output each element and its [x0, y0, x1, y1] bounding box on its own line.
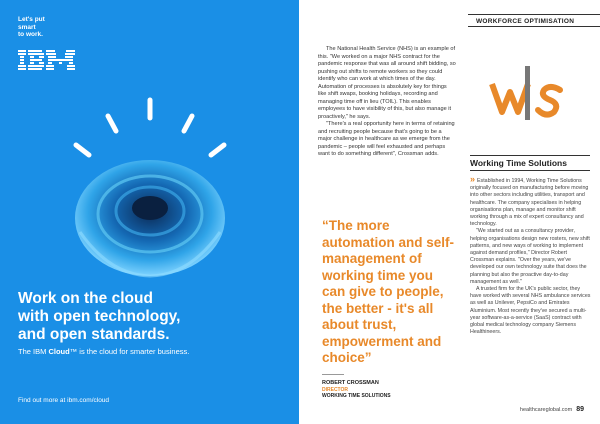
sidebar-paragraph: » Established in 1994, Working Time Solutions originally focused on manufacturing before moving into other sectors including utilities, transport and healthcare. The company specialises in helping organisations plan, manage and monitor shift working through a mix of expert consultancy and technology. — [470, 174, 589, 228]
body-paragraph: The National Health Service (NHS) is an example of this. "We worked on a major NHS contract for the pandemic response that was all around shift bidding, so pushing out shifts to remote workers so they could identify who can work at which times of the day. Automation of processes is absolutely key for things like shift swaps, booking holidays, recording and managing time off in lieu (TOIL). This enables employees to have visibility of this, but also manage it proactively," he says. — [318, 46, 456, 120]
body-paragraph: "There's a real opportunity here in terms of retaining and recruiting people because that's going to be a major challenge in healthcare as we emerge from the pandemic – people will feel exhausted and perhaps want to do something different", Crossman adds. — [318, 121, 455, 157]
chevron-right-icon: » — [470, 174, 476, 184]
quote-divider — [322, 374, 344, 375]
cloud-illustration — [0, 0, 299, 424]
ad-subline: The IBM Cloud™ is the cloud for smarter business. — [18, 347, 190, 356]
sidebar-body — [470, 176, 592, 336]
pull-quote: “The more automation and self-management of working time you can give to people, the better - it's all about trust, empowerment and choice” — [322, 218, 455, 365]
sidebar-paragraph: A trusted firm for the UK's public sector, they have worked with several NHS ambulance services as well as Unilever, PepsiCo and Emirates Aluminium. Most recently they've secured a multi-year software-as-a-service (SaaS) contract with global medical technology company Siemens Healthineers. — [470, 286, 591, 336]
light-rays — [76, 100, 224, 155]
quote-role: DIRECTOR — [322, 387, 349, 393]
ad-findout-link[interactable]: Find out more at ibm.com/cloud — [18, 397, 110, 404]
quote-name: ROBERT CROSSMAN — [322, 380, 379, 386]
section-tag: WORKFORCE OPTIMISATION — [468, 14, 600, 27]
article-body — [318, 46, 456, 159]
ad-tagline: Let's put smart to work. — [18, 16, 45, 38]
sidebar-paragraph: "We started out as a consultancy provider, helping organisations design new rosters, new shift patterns, and new ways of working to implement against demand profiles," Director Robert Crossman explains. "Over the years, we've developed our own technology suite that does the planning but also the proactive day-to-day management as well." — [470, 228, 590, 285]
folio-site: healthcareglobal.com — [519, 407, 573, 413]
wts-logo — [488, 62, 566, 126]
sidebar-title: Working Time Solutions — [470, 155, 590, 171]
page-folio — [520, 406, 584, 413]
ad-headline: Work on the cloud with open technology, and open standards. — [18, 290, 181, 343]
ibm-advert — [0, 0, 299, 424]
page-number: 89 — [576, 406, 584, 413]
quote-org: WORKING TIME SOLUTIONS — [322, 393, 391, 399]
